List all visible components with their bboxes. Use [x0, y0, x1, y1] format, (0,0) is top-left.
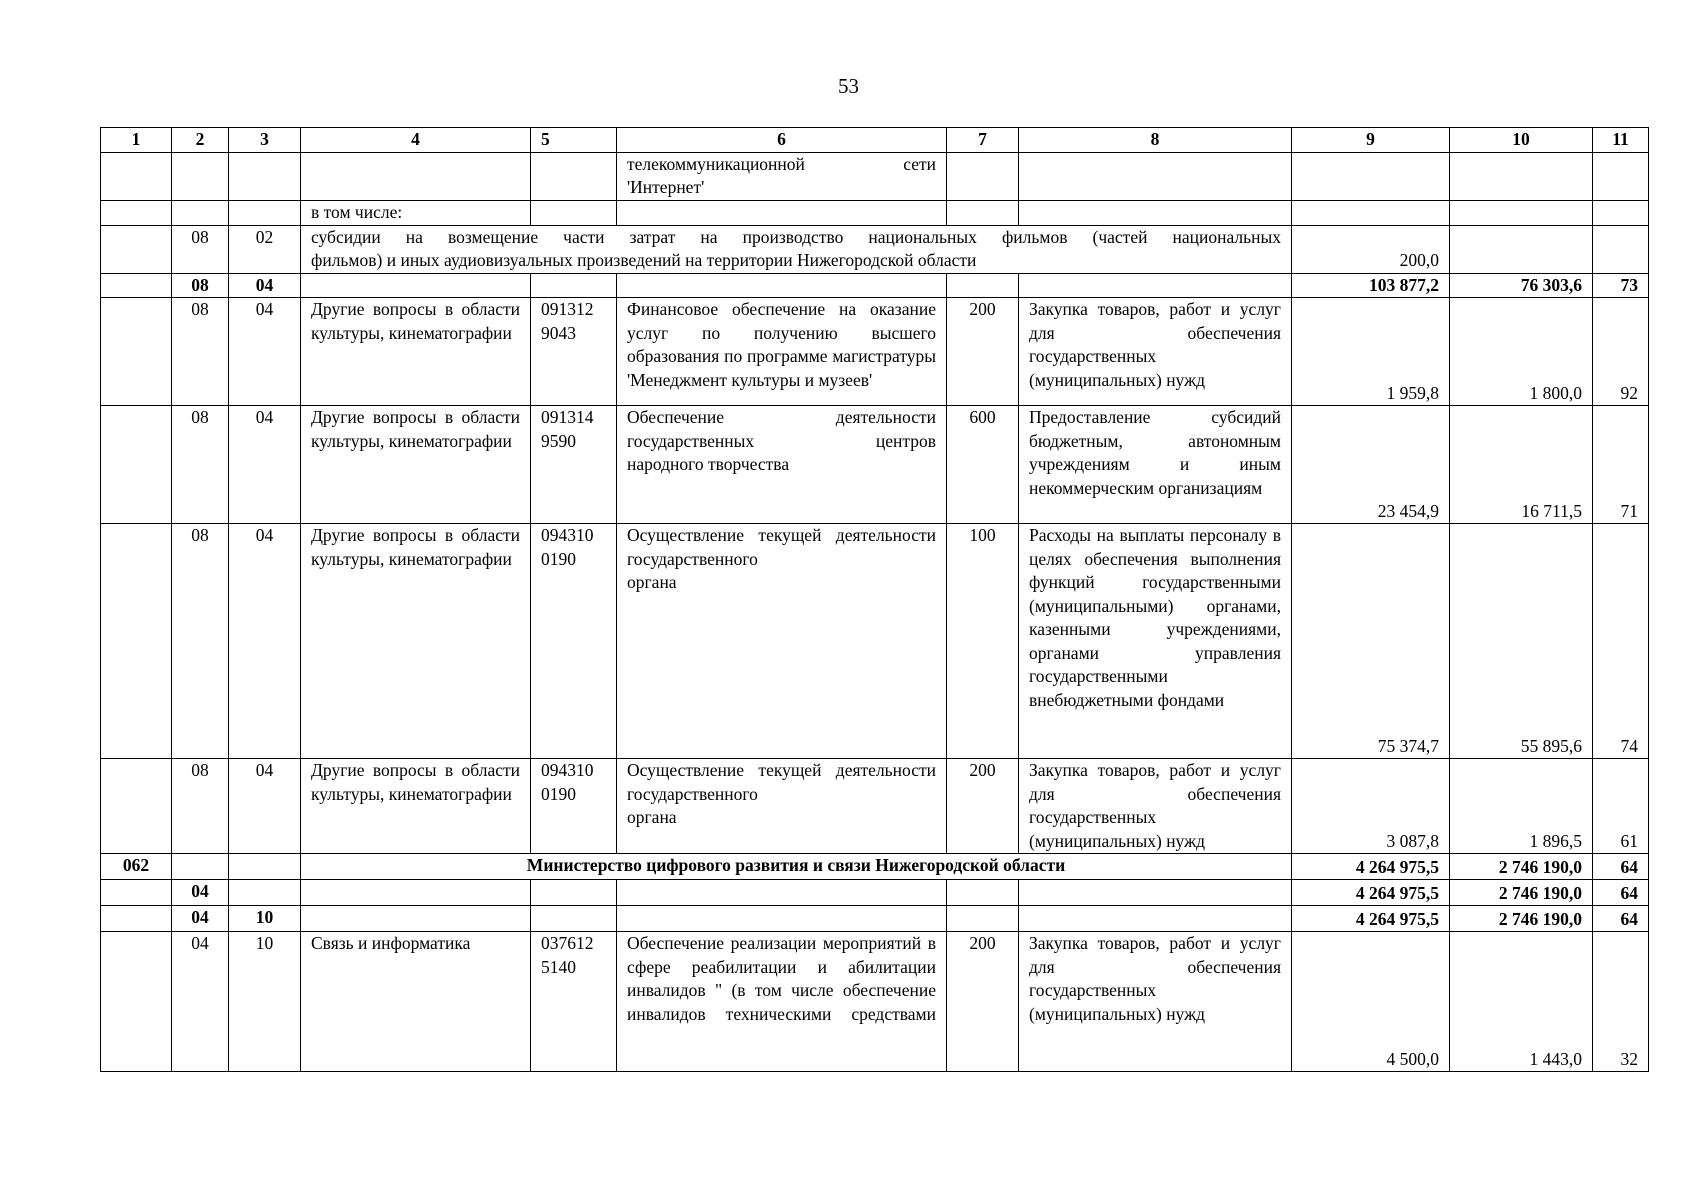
cell-target-code	[531, 932, 617, 1072]
cell-target-code	[531, 406, 617, 524]
header-cell: 1	[101, 128, 172, 153]
cell-percent: 64	[1593, 854, 1649, 880]
text-fragment: Обеспечение реализации мероприятий в сфере реабилитации и абилитации инвалидов " (в том числе обеспечение инвалидов техническими средствами	[627, 933, 936, 1024]
header-cell: 10	[1450, 128, 1593, 153]
cell-description	[617, 759, 947, 854]
cell-amount-plan: 4 264 975,5	[1292, 906, 1450, 932]
text-fragment: сети	[903, 153, 936, 174]
cell-expense-name	[1019, 524, 1292, 759]
cell-expense-name	[1019, 759, 1292, 854]
table-row	[101, 298, 1649, 406]
cell-percent: 61	[1593, 759, 1649, 854]
cell-section: 08	[172, 759, 229, 854]
cell-amount-fact: 76 303,6	[1450, 273, 1593, 298]
header-cell: 2	[172, 128, 229, 153]
text-fragment: (муниципальных) нужд	[1029, 1003, 1206, 1024]
cell-description	[617, 932, 947, 1072]
header-cell: 11	[1593, 128, 1649, 153]
section-row	[101, 880, 1649, 906]
text-fragment: народного творчества	[627, 454, 790, 474]
page-number: 53	[838, 74, 859, 98]
text-fragment: Закупка товаров, работ и услуг для обеспечения государственных	[1029, 933, 1281, 1000]
cell-subsection: 04	[229, 298, 301, 406]
cell-expense-type: 100	[947, 524, 1019, 759]
cell-percent: 71	[1593, 406, 1649, 524]
text-fragment: некоммерческим организациям	[1029, 477, 1263, 498]
including-label: в том числе:	[301, 200, 531, 225]
cell-amount-plan: 75 374,7	[1292, 524, 1450, 759]
text-fragment: Закупка товаров, работ и услуг для обеспечения государственных	[1029, 760, 1281, 827]
text-fragment: Предоставление субсидий бюджетным, автономным учреждениям и иным	[1029, 407, 1281, 474]
table-row	[101, 225, 1649, 273]
table-row	[101, 406, 1649, 524]
ministry-row	[101, 854, 1649, 880]
text-fragment: Осуществление текущей деятельности государственного	[627, 760, 936, 804]
table-row	[101, 152, 1649, 200]
cell-amount-plan: 1 959,8	[1292, 298, 1450, 406]
text-fragment: Расходы на выплаты персоналу в целях обеспечения выполнения функций государственными	[1029, 525, 1281, 592]
cell-amount-fact: 55 895,6	[1450, 524, 1593, 759]
cell-expense-type: 600	[947, 406, 1019, 524]
cell-subsection: 04	[229, 406, 301, 524]
cell-percent: 32	[1593, 932, 1649, 1072]
cell-target-code	[531, 524, 617, 759]
table-row	[101, 932, 1649, 1072]
cell-description	[617, 524, 947, 759]
text-fragment: 091312	[541, 299, 594, 319]
cell-amount-plan: 4 264 975,5	[1292, 854, 1450, 880]
cell-section: 08	[172, 273, 229, 298]
text-fragment: 9043	[541, 322, 576, 343]
cell-subsection: 04	[229, 273, 301, 298]
cell-amount-plan: 4 264 975,5	[1292, 880, 1450, 906]
cell-expense-type: 200	[947, 759, 1019, 854]
table-row	[101, 524, 1649, 759]
cell-expense-name	[1019, 406, 1292, 524]
text-fragment: субсидии на возмещение части затрат на производство национальных фильмов (частей национальных	[311, 226, 1281, 247]
cell-target-code	[531, 759, 617, 854]
cell-description	[617, 298, 947, 406]
cell-subsection: 02	[229, 225, 301, 273]
cell-expense-name	[1019, 298, 1292, 406]
cell-amount-plan: 103 877,2	[1292, 273, 1450, 298]
header-cell: 7	[947, 128, 1019, 153]
cell-subsection: 04	[229, 524, 301, 759]
text-fragment: 0190	[541, 783, 576, 804]
cell-subsection: 10	[229, 932, 301, 1072]
cell-amount-plan: 3 087,8	[1292, 759, 1450, 854]
cell-amount-fact: 1 800,0	[1450, 298, 1593, 406]
cell-description	[617, 406, 947, 524]
text-fragment: 9590	[541, 430, 576, 451]
cell-name: Другие вопросы в области культуры, кинематографии	[301, 298, 531, 406]
text-fragment: Финансовое обеспечение на оказание услуг по получению высшего образования по программе магистратуры	[627, 299, 936, 366]
cell-section: 08	[172, 524, 229, 759]
cell-expense-name	[1019, 932, 1292, 1072]
cell-ministry-code: 062	[101, 854, 172, 880]
cell-section: 08	[172, 298, 229, 406]
text-fragment: (муниципальных) нужд	[1029, 369, 1206, 390]
header-cell: 3	[229, 128, 301, 153]
cell-amount-fact: 1 443,0	[1450, 932, 1593, 1072]
cell-percent: 73	[1593, 273, 1649, 298]
text-fragment: Обеспечение деятельности государственных центров	[627, 407, 936, 451]
cell-amount-fact: 1 896,5	[1450, 759, 1593, 854]
cell-section: 04	[172, 906, 229, 932]
cell-subsection: 04	[229, 759, 301, 854]
cell-description	[617, 152, 947, 200]
cell-name: Другие вопросы в области культуры, кинематографии	[301, 759, 531, 854]
text-fragment: (муниципальными) органами, казенными учреждениями, органами управления государственными внебюджетными фондами	[1029, 595, 1281, 710]
cell-amount-plan: 200,0	[1292, 225, 1450, 273]
header-cell: 5	[531, 128, 617, 153]
cell-amount-fact: 2 746 190,0	[1450, 880, 1593, 906]
text-fragment: органа	[627, 572, 677, 592]
text-fragment: 'Интернет'	[627, 177, 705, 197]
cell-expense-type: 200	[947, 298, 1019, 406]
section-row	[101, 906, 1649, 932]
cell-target-code	[531, 298, 617, 406]
text-fragment: 'Менеджмент культуры и музеев'	[627, 369, 873, 390]
cell-amount-plan: 23 454,9	[1292, 406, 1450, 524]
text-fragment: 091314	[541, 407, 594, 427]
cell-subsection: 10	[229, 906, 301, 932]
header-cell: 6	[617, 128, 947, 153]
text-fragment: 037612	[541, 933, 594, 953]
ministry-name: Министерство цифрового развития и связи Нижегородской области	[301, 854, 1292, 880]
cell-percent: 92	[1593, 298, 1649, 406]
cell-percent: 64	[1593, 880, 1649, 906]
table-row	[101, 759, 1649, 854]
text-fragment: Закупка товаров, работ и услуг для обеспечения государственных	[1029, 299, 1281, 366]
cell-name: Связь и информатика	[301, 932, 531, 1072]
cell-amount-fact: 2 746 190,0	[1450, 906, 1593, 932]
cell-section: 08	[172, 406, 229, 524]
cell-name: Другие вопросы в области культуры, кинематографии	[301, 524, 531, 759]
text-fragment: 094310	[541, 525, 594, 545]
text-fragment: 0190	[541, 548, 576, 569]
text-fragment: Осуществление текущей деятельности государственного	[627, 525, 936, 569]
header-cell: 8	[1019, 128, 1292, 153]
cell-percent: 64	[1593, 906, 1649, 932]
cell-amount-plan: 4 500,0	[1292, 932, 1450, 1072]
subsidy-text	[301, 225, 1292, 273]
text-fragment: 094310	[541, 760, 594, 780]
budget-table	[100, 127, 1649, 1072]
cell-section: 04	[172, 880, 229, 906]
table-row	[101, 200, 1649, 225]
cell-name: Другие вопросы в области культуры, кинематографии	[301, 406, 531, 524]
text-fragment: фильмов) и иных аудиовизуальных произведений на территории Нижегородской области	[311, 250, 977, 270]
cell-amount-fact: 16 711,5	[1450, 406, 1593, 524]
text-fragment: (муниципальных) нужд	[1029, 830, 1206, 851]
section-row	[101, 273, 1649, 298]
cell-section: 08	[172, 225, 229, 273]
cell-section: 04	[172, 932, 229, 1072]
cell-expense-type: 200	[947, 932, 1019, 1072]
text-fragment: 5140	[541, 956, 576, 977]
cell-percent: 74	[1593, 524, 1649, 759]
cell-amount-fact: 2 746 190,0	[1450, 854, 1593, 880]
text-fragment: телекоммуникационной	[627, 153, 805, 174]
header-row	[101, 128, 1649, 153]
text-fragment: органа	[627, 807, 677, 827]
header-cell: 9	[1292, 128, 1450, 153]
header-cell: 4	[301, 128, 531, 153]
